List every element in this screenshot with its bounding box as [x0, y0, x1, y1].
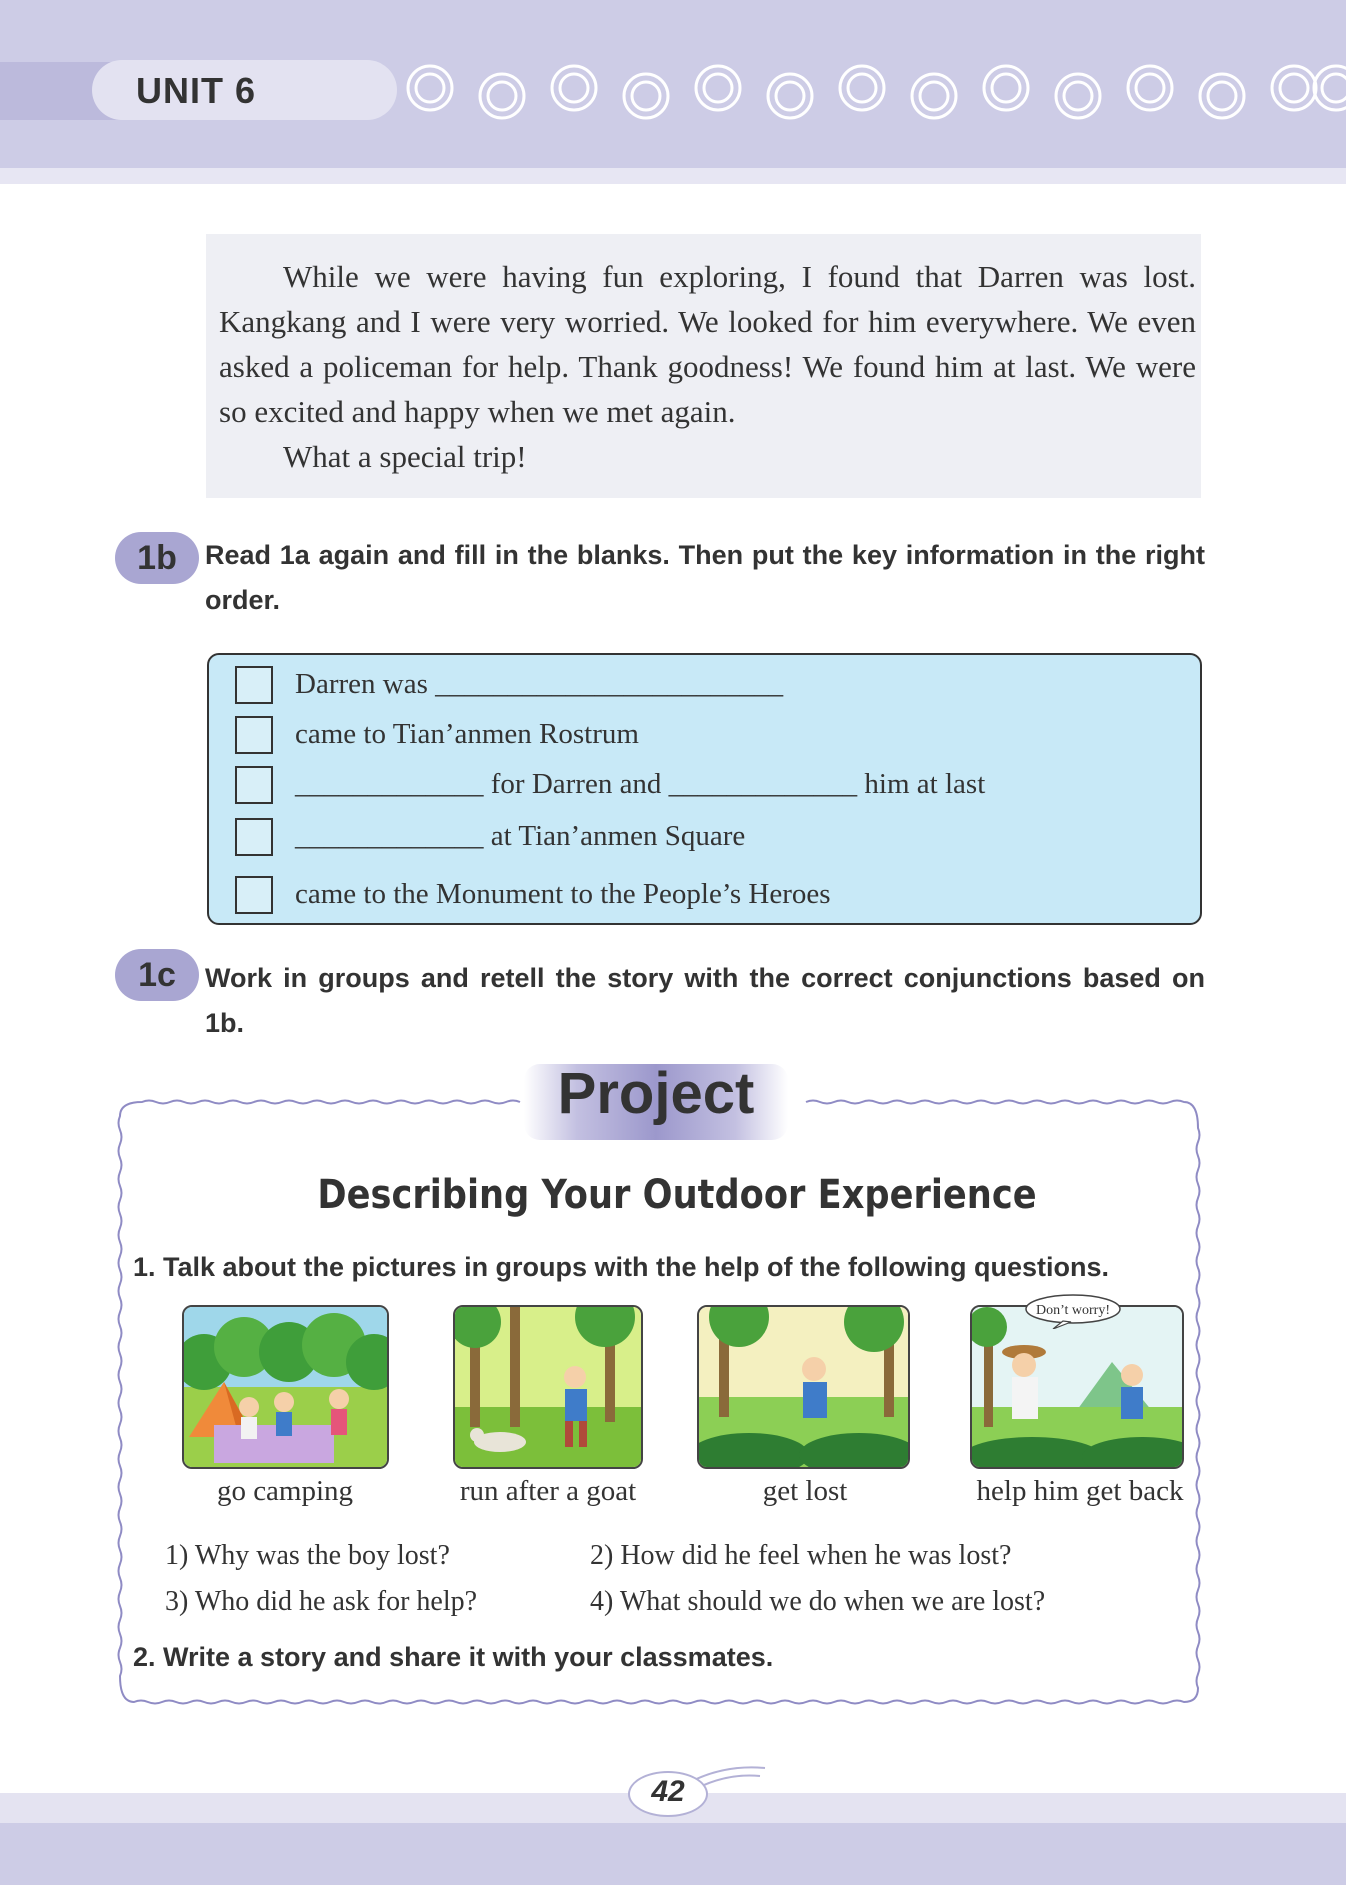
picture-go-camping	[182, 1305, 389, 1469]
passage-paragraph-1: While we were having fun exploring, I found that Darren was lost. Kangkang and I were very worried. We looked for him everywhere. We even asked a policeman for help. Thank goodness! We found him at last. We were so excited and happy when we met again.	[219, 259, 1196, 429]
question-1: 1) Why was the boy lost?	[165, 1540, 450, 1571]
picture-caption: run after a goat	[459, 1475, 637, 1507]
project-subtitle: Describing Your Outdoor Experience	[317, 1172, 1037, 1218]
page-number: 42	[651, 1775, 685, 1808]
speech-bubble-text: Don’t worry!	[1035, 1303, 1111, 1318]
picture-caption: get lost	[762, 1475, 848, 1507]
order-checkbox[interactable]	[235, 876, 273, 914]
question-2: 2) How did he feel when he was lost?	[590, 1540, 1012, 1571]
fill-item-text: _____________ at Tian’anmen Square	[295, 820, 746, 852]
fill-item-text: came to Tian’anmen Rostrum	[295, 718, 639, 750]
question-4: 4) What should we do when we are lost?	[590, 1586, 1046, 1617]
footer-band	[0, 1823, 1346, 1885]
order-checkbox[interactable]	[235, 766, 273, 804]
instruction-1c: Work in groups and retell the story with the correct conjunctions based on 1b.	[205, 963, 1205, 1038]
section-badge-1b: 1b	[115, 532, 199, 584]
decorative-rings	[400, 62, 1346, 132]
fill-item-text: Darren was ________________________	[295, 668, 784, 700]
header-strip	[0, 168, 1346, 184]
order-checkbox[interactable]	[235, 716, 273, 754]
picture-help-him-get-back	[970, 1305, 1184, 1469]
passage-paragraph-2: What a special trip!	[283, 439, 527, 474]
section-badge-1c: 1c	[115, 949, 199, 1001]
fill-item-text: came to the Monument to the People’s Heroes	[295, 878, 831, 910]
picture-caption: go camping	[216, 1475, 354, 1507]
picture-get-lost	[697, 1305, 910, 1469]
project-title: Project	[557, 1061, 755, 1126]
order-checkbox[interactable]	[235, 666, 273, 704]
speech-bubble	[1023, 1293, 1123, 1329]
unit-label: UNIT 6	[136, 70, 257, 111]
fill-in-box	[207, 653, 1202, 925]
instruction-1b: Read 1a again and fill in the blanks. Then put the key information in the right order.	[205, 540, 1205, 615]
fill-item-text: _____________ for Darren and _____________ him at last	[295, 768, 986, 800]
picture-run-after-goat	[453, 1305, 643, 1469]
question-3: 3) Who did he ask for help?	[165, 1586, 478, 1617]
order-checkbox[interactable]	[235, 818, 273, 856]
reading-passage	[206, 234, 1201, 498]
picture-caption: help him get back	[976, 1475, 1184, 1507]
task-2: 2. Write a story and share it with your classmates.	[133, 1642, 774, 1672]
task-1: 1. Talk about the pictures in groups with the help of the following questions.	[133, 1252, 1110, 1282]
